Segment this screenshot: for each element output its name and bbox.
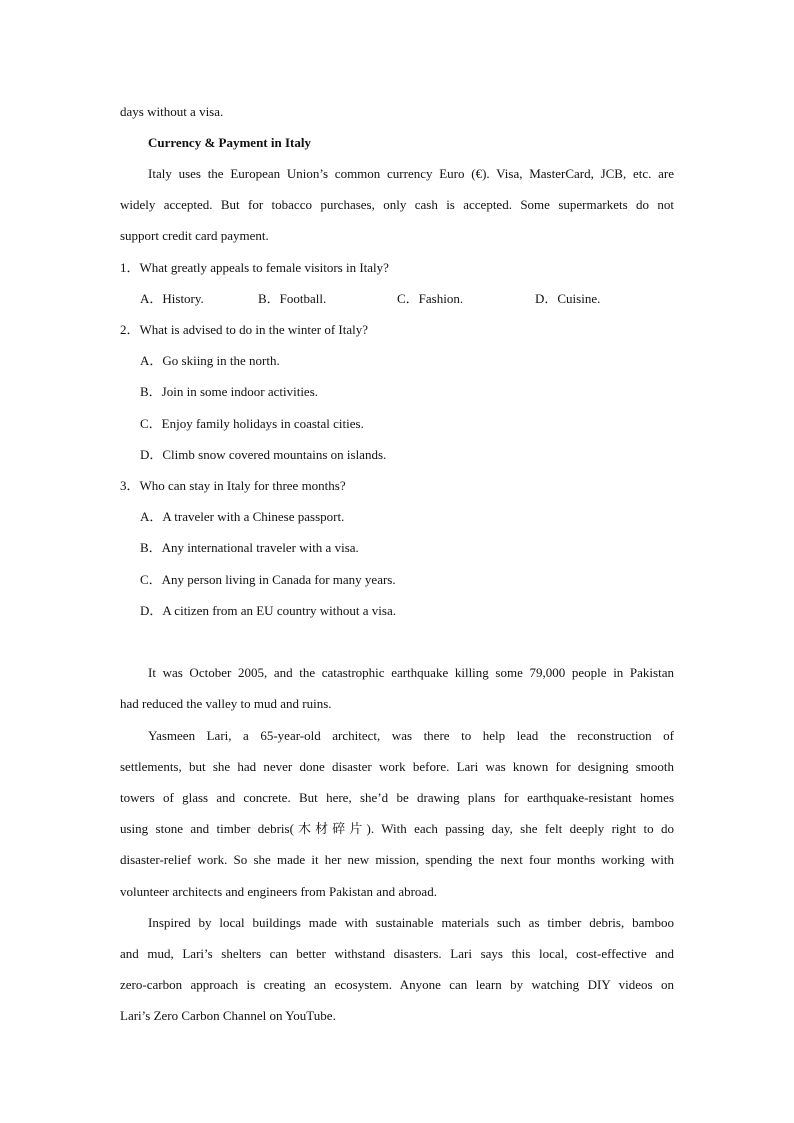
option-d: D．Climb snow covered mountains on islands. [140,447,387,462]
paragraph-line: widely accepted. But for tobacco purchases, only cash is accepted. Some supermarkets do not [120,197,674,212]
carry-over-line: days without a visa. [120,104,224,119]
option-b: B．Football. [258,291,327,306]
paragraph-line: support credit card payment. [120,228,269,243]
option-c: C．Enjoy family holidays in coastal cities. [140,416,364,431]
paragraph-line: towers of glass and concrete. But here, she’d be drawing plans for earthquake-resistant homes [120,790,674,805]
paragraph-line: had reduced the valley to mud and ruins. [120,696,332,711]
option-d: D．A citizen from an EU country without a visa. [140,603,396,618]
paragraph-line: using stone and timber debris(木材碎片). With each passing day, she felt deeply right to do [120,821,674,836]
paragraph-line: settlements, but she had never done disaster work before. Lari was known for designing smooth [120,759,674,774]
option-b: B．Any international traveler with a visa. [140,540,359,555]
paragraph-line: Lari’s Zero Carbon Channel on YouTube. [120,1008,336,1023]
option-a: A．A traveler with a Chinese passport. [140,509,345,524]
option-row [140,291,640,307]
option-a: A．Go skiing in the north. [140,353,280,368]
paragraph-line: and mud, Lari’s shelters can better withstand disasters. Lari says this local, cost-effective and [120,946,674,961]
question-stem: 2．What is advised to do in the winter of Italy? [120,322,369,337]
paragraph-line: disaster-relief work. So she made it her new mission, spending the next four months working with [120,852,674,867]
paragraph-line: zero-carbon approach is creating an ecosystem. Anyone can learn by watching DIY videos on [120,977,674,992]
option-a: A．History. [140,291,204,306]
section-heading: Currency & Payment in Italy [148,135,311,150]
paragraph-line: volunteer architects and engineers from Pakistan and abroad. [120,884,437,899]
paragraph-line: Italy uses the European Union’s common currency Euro (€). Visa, MasterCard, JCB, etc. are [148,166,674,181]
option-c: C．Any person living in Canada for many years. [140,572,396,587]
paragraph-line: It was October 2005, and the catastrophic earthquake killing some 79,000 people in Pakistan [148,665,674,680]
question-stem: 1．What greatly appeals to female visitors in Italy? [120,260,389,275]
question-stem: 3．Who can stay in Italy for three months? [120,478,346,493]
option-c: C．Fashion. [397,291,464,306]
paragraph-line: Yasmeen Lari, a 65-year-old architect, was there to help lead the reconstruction of [148,728,674,743]
option-d: D．Cuisine. [535,291,601,306]
paragraph-line: Inspired by local buildings made with sustainable materials such as timber debris, bamboo [148,915,674,930]
option-b: B．Join in some indoor activities. [140,384,319,399]
